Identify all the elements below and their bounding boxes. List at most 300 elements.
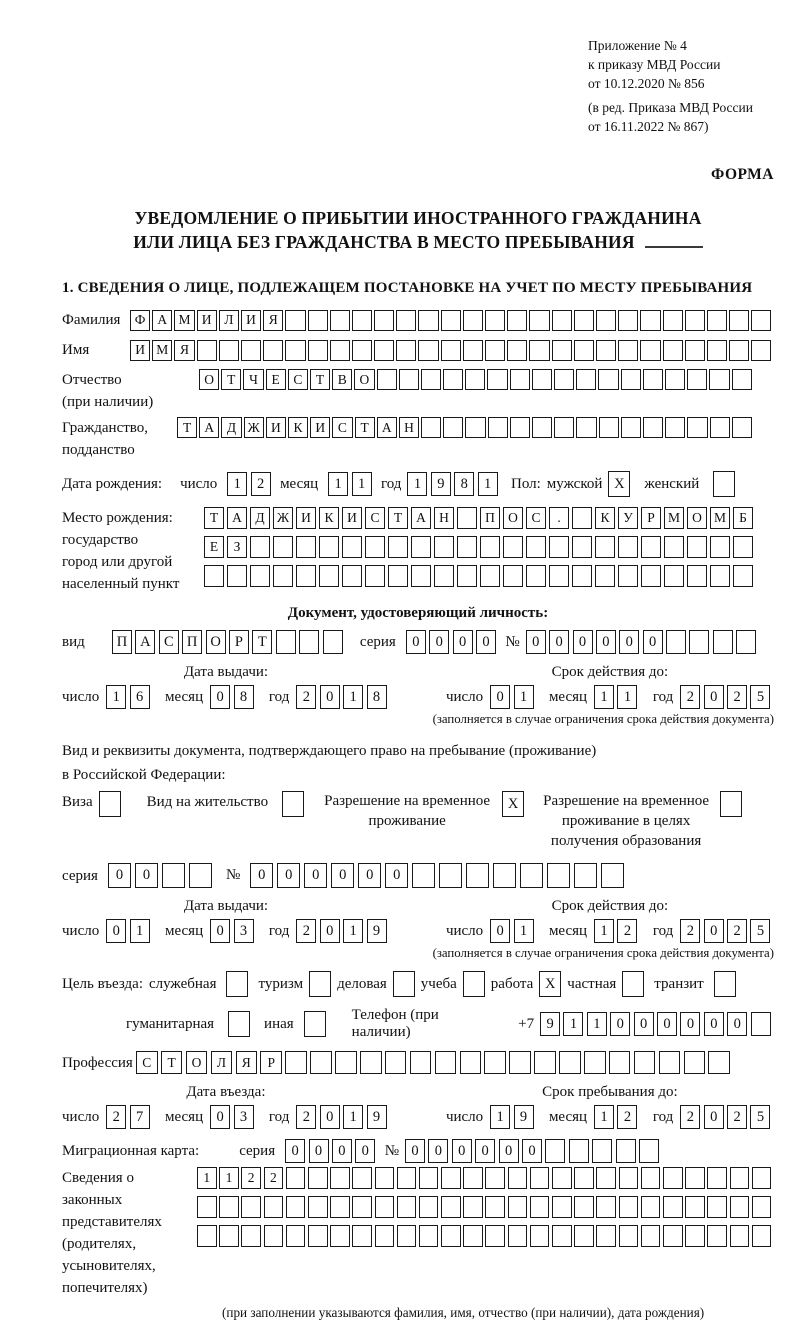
char-cell[interactable]: 9 (367, 919, 387, 943)
char-cell[interactable]: 1 (490, 1105, 510, 1129)
char-cell[interactable]: 0 (285, 1139, 305, 1163)
char-cell[interactable]: 0 (428, 1139, 448, 1163)
firstname-cells[interactable] (130, 340, 773, 361)
char-cell[interactable] (308, 310, 328, 331)
char-cell[interactable] (227, 565, 247, 587)
char-cell[interactable] (488, 417, 508, 438)
char-cell[interactable] (618, 340, 638, 361)
char-cell[interactable] (507, 310, 527, 331)
char-cell[interactable] (323, 630, 343, 654)
char-cell[interactable]: 0 (704, 919, 724, 943)
char-cell[interactable] (549, 536, 569, 558)
char-cell[interactable]: К (288, 417, 308, 438)
char-cell[interactable]: Н (434, 507, 454, 529)
char-cell[interactable] (276, 630, 296, 654)
char-cell[interactable] (396, 340, 416, 361)
char-cell[interactable] (388, 565, 408, 587)
char-cell[interactable]: 0 (250, 863, 273, 888)
char-cell[interactable] (399, 369, 419, 390)
char-cell[interactable] (687, 417, 707, 438)
char-cell[interactable] (574, 863, 597, 888)
char-cell[interactable]: И (197, 310, 217, 331)
char-cell[interactable] (375, 1167, 395, 1189)
char-cell[interactable] (319, 565, 339, 587)
char-cell[interactable]: Е (204, 536, 224, 558)
doc-kind-cells[interactable] (112, 630, 346, 654)
char-cell[interactable]: А (135, 630, 155, 654)
char-cell[interactable] (707, 1196, 727, 1218)
char-cell[interactable] (751, 310, 771, 331)
purpose-private-checkbox[interactable] (622, 971, 644, 997)
char-cell[interactable] (503, 565, 523, 587)
char-cell[interactable] (733, 565, 753, 587)
char-cell[interactable]: М (174, 310, 194, 331)
char-cell[interactable]: 0 (331, 863, 354, 888)
char-cell[interactable] (707, 1225, 727, 1247)
char-cell[interactable]: П (182, 630, 202, 654)
mc-series-cells[interactable] (285, 1139, 379, 1163)
char-cell[interactable]: 0 (704, 1012, 724, 1036)
char-cell[interactable] (484, 1051, 506, 1074)
char-cell[interactable] (552, 1225, 572, 1247)
char-cell[interactable] (250, 536, 270, 558)
char-cell[interactable]: 3 (234, 919, 254, 943)
char-cell[interactable] (330, 1196, 350, 1218)
char-cell[interactable] (641, 1196, 661, 1218)
char-cell[interactable]: 8 (367, 685, 387, 709)
char-cell[interactable]: О (354, 369, 374, 390)
char-cell[interactable] (419, 1196, 439, 1218)
representatives-cells-row3[interactable] (197, 1225, 774, 1247)
representatives-cells-row1[interactable] (197, 1167, 774, 1189)
char-cell[interactable]: Я (236, 1051, 258, 1074)
char-cell[interactable] (710, 417, 730, 438)
char-cell[interactable] (466, 863, 489, 888)
char-cell[interactable] (751, 340, 771, 361)
char-cell[interactable] (552, 1167, 572, 1189)
char-cell[interactable] (219, 1225, 239, 1247)
char-cell[interactable] (641, 1225, 661, 1247)
char-cell[interactable]: С (365, 507, 385, 529)
char-cell[interactable]: 1 (514, 919, 534, 943)
char-cell[interactable]: З (227, 536, 247, 558)
char-cell[interactable] (663, 310, 683, 331)
char-cell[interactable] (264, 1196, 284, 1218)
char-cell[interactable]: Р (229, 630, 249, 654)
char-cell[interactable] (549, 565, 569, 587)
char-cell[interactable] (296, 536, 316, 558)
char-cell[interactable]: 0 (332, 1139, 352, 1163)
char-cell[interactable]: С (332, 417, 352, 438)
char-cell[interactable] (463, 1196, 483, 1218)
char-cell[interactable]: 0 (453, 630, 473, 654)
char-cell[interactable] (609, 1051, 631, 1074)
birthplace-cells-row2[interactable] (204, 536, 756, 558)
char-cell[interactable] (736, 630, 756, 654)
char-cell[interactable] (618, 565, 638, 587)
char-cell[interactable] (545, 1139, 565, 1163)
char-cell[interactable]: 0 (490, 685, 510, 709)
temp-residence-checkbox[interactable] (502, 791, 524, 817)
char-cell[interactable]: 3 (234, 1105, 254, 1129)
char-cell[interactable] (308, 1225, 328, 1247)
char-cell[interactable] (388, 536, 408, 558)
char-cell[interactable] (634, 1051, 656, 1074)
char-cell[interactable]: Я (174, 340, 194, 361)
char-cell[interactable] (710, 565, 730, 587)
char-cell[interactable]: 0 (429, 630, 449, 654)
char-cell[interactable] (665, 369, 685, 390)
char-cell[interactable] (643, 417, 663, 438)
char-cell[interactable] (730, 1196, 750, 1218)
char-cell[interactable] (342, 536, 362, 558)
char-cell[interactable]: О (206, 630, 226, 654)
doc-series-cells[interactable] (406, 630, 500, 654)
citizenship-cells[interactable] (177, 417, 754, 438)
char-cell[interactable] (352, 1225, 372, 1247)
char-cell[interactable] (396, 310, 416, 331)
char-cell[interactable]: Т (177, 417, 197, 438)
char-cell[interactable]: 0 (385, 863, 408, 888)
char-cell[interactable] (574, 1167, 594, 1189)
char-cell[interactable] (308, 1196, 328, 1218)
entry-day-cells[interactable] (106, 1105, 153, 1129)
char-cell[interactable] (663, 1167, 683, 1189)
char-cell[interactable] (596, 340, 616, 361)
residence-valid-month-cells[interactable] (594, 919, 641, 943)
char-cell[interactable] (352, 1196, 372, 1218)
char-cell[interactable] (273, 536, 293, 558)
char-cell[interactable] (335, 1051, 357, 1074)
char-cell[interactable] (665, 417, 685, 438)
char-cell[interactable]: К (595, 507, 615, 529)
char-cell[interactable]: Р (260, 1051, 282, 1074)
char-cell[interactable] (397, 1196, 417, 1218)
char-cell[interactable]: Т (355, 417, 375, 438)
char-cell[interactable]: Ж (244, 417, 264, 438)
char-cell[interactable] (640, 340, 660, 361)
char-cell[interactable] (709, 369, 729, 390)
char-cell[interactable] (463, 340, 483, 361)
char-cell[interactable] (618, 310, 638, 331)
char-cell[interactable]: П (112, 630, 132, 654)
char-cell[interactable] (463, 1225, 483, 1247)
char-cell[interactable]: Е (266, 369, 286, 390)
char-cell[interactable] (463, 1167, 483, 1189)
purpose-work-checkbox[interactable] (539, 971, 561, 997)
char-cell[interactable] (285, 1051, 307, 1074)
char-cell[interactable] (752, 1196, 772, 1218)
char-cell[interactable]: 0 (210, 1105, 230, 1129)
char-cell[interactable] (619, 1167, 639, 1189)
char-cell[interactable]: М (710, 507, 730, 529)
char-cell[interactable] (707, 340, 727, 361)
residence-valid-year-cells[interactable] (680, 919, 774, 943)
char-cell[interactable]: 9 (540, 1012, 560, 1036)
char-cell[interactable] (684, 1051, 706, 1074)
char-cell[interactable] (592, 1139, 612, 1163)
char-cell[interactable] (397, 1167, 417, 1189)
char-cell[interactable]: Ж (273, 507, 293, 529)
char-cell[interactable] (751, 1012, 771, 1036)
char-cell[interactable] (532, 417, 552, 438)
char-cell[interactable]: И (266, 417, 286, 438)
doc-issue-month-cells[interactable] (210, 685, 257, 709)
residence-valid-day-cells[interactable] (490, 919, 537, 943)
char-cell[interactable] (241, 1196, 261, 1218)
char-cell[interactable] (619, 1196, 639, 1218)
char-cell[interactable]: 2 (680, 685, 700, 709)
char-cell[interactable]: И (296, 507, 316, 529)
char-cell[interactable]: С (159, 630, 179, 654)
char-cell[interactable] (708, 1051, 730, 1074)
char-cell[interactable] (530, 1196, 550, 1218)
char-cell[interactable] (569, 1139, 589, 1163)
char-cell[interactable]: 8 (454, 472, 474, 496)
char-cell[interactable] (574, 310, 594, 331)
char-cell[interactable] (352, 1167, 372, 1189)
char-cell[interactable] (713, 471, 735, 497)
char-cell[interactable] (552, 310, 572, 331)
char-cell[interactable]: 1 (478, 472, 498, 496)
char-cell[interactable] (460, 1051, 482, 1074)
char-cell[interactable]: 0 (405, 1139, 425, 1163)
char-cell[interactable] (507, 340, 527, 361)
char-cell[interactable] (410, 1051, 432, 1074)
char-cell[interactable]: 0 (210, 919, 230, 943)
char-cell[interactable]: 2 (264, 1167, 284, 1189)
char-cell[interactable] (421, 369, 441, 390)
birthdate-month-cells[interactable] (328, 472, 375, 496)
char-cell[interactable] (219, 1196, 239, 1218)
char-cell[interactable]: 0 (727, 1012, 747, 1036)
char-cell[interactable] (434, 565, 454, 587)
char-cell[interactable] (574, 1196, 594, 1218)
char-cell[interactable] (621, 369, 641, 390)
char-cell[interactable] (599, 417, 619, 438)
char-cell[interactable] (493, 863, 516, 888)
char-cell[interactable] (421, 417, 441, 438)
char-cell[interactable]: 1 (227, 472, 247, 496)
char-cell[interactable] (330, 1225, 350, 1247)
char-cell[interactable]: Т (161, 1051, 183, 1074)
char-cell[interactable] (729, 340, 749, 361)
doc-valid-month-cells[interactable] (594, 685, 641, 709)
char-cell[interactable]: 0 (106, 919, 126, 943)
char-cell[interactable] (308, 1167, 328, 1189)
char-cell[interactable]: 2 (251, 472, 271, 496)
char-cell[interactable]: . (549, 507, 569, 529)
char-cell[interactable] (572, 565, 592, 587)
char-cell[interactable] (457, 536, 477, 558)
char-cell[interactable] (286, 1225, 306, 1247)
char-cell[interactable]: О (199, 369, 219, 390)
char-cell[interactable]: А (227, 507, 247, 529)
char-cell[interactable]: А (377, 417, 397, 438)
char-cell[interactable] (308, 340, 328, 361)
char-cell[interactable]: 2 (727, 919, 747, 943)
char-cell[interactable]: 0 (304, 863, 327, 888)
char-cell[interactable] (732, 369, 752, 390)
char-cell[interactable]: Т (221, 369, 241, 390)
purpose-tourism-checkbox[interactable] (309, 971, 331, 997)
birthplace-cells-row3[interactable] (204, 565, 756, 587)
char-cell[interactable] (419, 1225, 439, 1247)
char-cell[interactable] (534, 1051, 556, 1074)
char-cell[interactable] (463, 971, 485, 997)
char-cell[interactable]: 2 (296, 1105, 316, 1129)
char-cell[interactable] (596, 1196, 616, 1218)
char-cell[interactable]: И (130, 340, 150, 361)
char-cell[interactable] (375, 1225, 395, 1247)
char-cell[interactable] (713, 630, 733, 654)
char-cell[interactable] (309, 971, 331, 997)
char-cell[interactable] (365, 565, 385, 587)
char-cell[interactable] (641, 536, 661, 558)
char-cell[interactable] (663, 1225, 683, 1247)
residence-issue-year-cells[interactable] (296, 919, 390, 943)
char-cell[interactable] (352, 340, 372, 361)
char-cell[interactable] (189, 863, 212, 888)
char-cell[interactable]: 0 (320, 1105, 340, 1129)
char-cell[interactable] (552, 340, 572, 361)
char-cell[interactable]: 1 (587, 1012, 607, 1036)
char-cell[interactable] (685, 340, 705, 361)
char-cell[interactable] (441, 1225, 461, 1247)
char-cell[interactable] (530, 1167, 550, 1189)
char-cell[interactable]: 1 (197, 1167, 217, 1189)
char-cell[interactable]: А (199, 417, 219, 438)
char-cell[interactable] (418, 310, 438, 331)
char-cell[interactable] (714, 971, 736, 997)
char-cell[interactable]: С (288, 369, 308, 390)
char-cell[interactable] (385, 1051, 407, 1074)
char-cell[interactable] (572, 507, 592, 529)
char-cell[interactable]: 2 (296, 919, 316, 943)
char-cell[interactable] (204, 565, 224, 587)
char-cell[interactable] (485, 340, 505, 361)
stay-day-cells[interactable] (490, 1105, 537, 1129)
doc-valid-day-cells[interactable] (490, 685, 537, 709)
char-cell[interactable]: Л (219, 310, 239, 331)
char-cell[interactable]: Д (250, 507, 270, 529)
char-cell[interactable] (162, 863, 185, 888)
residence-permit-checkbox[interactable] (282, 791, 304, 817)
char-cell[interactable] (687, 536, 707, 558)
char-cell[interactable] (310, 1051, 332, 1074)
char-cell[interactable]: 2 (241, 1167, 261, 1189)
char-cell[interactable]: И (342, 507, 362, 529)
char-cell[interactable]: 1 (514, 685, 534, 709)
residence-issue-day-cells[interactable] (106, 919, 153, 943)
birthdate-year-cells[interactable] (407, 472, 501, 496)
char-cell[interactable] (299, 630, 319, 654)
char-cell[interactable] (508, 1167, 528, 1189)
char-cell[interactable]: X (539, 971, 561, 997)
char-cell[interactable]: 0 (452, 1139, 472, 1163)
char-cell[interactable] (596, 310, 616, 331)
char-cell[interactable]: О (186, 1051, 208, 1074)
char-cell[interactable]: 1 (594, 919, 614, 943)
birthplace-cells-row1[interactable] (204, 507, 756, 529)
char-cell[interactable]: 5 (750, 919, 770, 943)
char-cell[interactable] (443, 369, 463, 390)
char-cell[interactable] (330, 310, 350, 331)
char-cell[interactable]: 6 (130, 685, 150, 709)
char-cell[interactable]: 0 (596, 630, 616, 654)
char-cell[interactable] (707, 310, 727, 331)
char-cell[interactable]: 9 (431, 472, 451, 496)
char-cell[interactable]: 1 (594, 1105, 614, 1129)
char-cell[interactable]: 2 (680, 919, 700, 943)
char-cell[interactable]: И (310, 417, 330, 438)
char-cell[interactable]: 0 (549, 630, 569, 654)
char-cell[interactable]: М (152, 340, 172, 361)
char-cell[interactable]: 1 (563, 1012, 583, 1036)
char-cell[interactable] (374, 340, 394, 361)
char-cell[interactable]: 0 (657, 1012, 677, 1036)
char-cell[interactable] (584, 1051, 606, 1074)
char-cell[interactable] (572, 536, 592, 558)
char-cell[interactable] (720, 791, 742, 817)
char-cell[interactable] (641, 1167, 661, 1189)
char-cell[interactable] (730, 1167, 750, 1189)
char-cell[interactable]: 2 (617, 919, 637, 943)
char-cell[interactable]: 0 (358, 863, 381, 888)
char-cell[interactable] (595, 536, 615, 558)
char-cell[interactable] (285, 310, 305, 331)
char-cell[interactable]: 0 (309, 1139, 329, 1163)
char-cell[interactable] (752, 1225, 772, 1247)
purpose-business-checkbox[interactable] (393, 971, 415, 997)
char-cell[interactable]: 1 (407, 472, 427, 496)
char-cell[interactable]: О (687, 507, 707, 529)
gender-female-checkbox[interactable] (713, 471, 735, 497)
purpose-official-checkbox[interactable] (226, 971, 248, 997)
char-cell[interactable] (730, 1225, 750, 1247)
char-cell[interactable] (547, 863, 570, 888)
char-cell[interactable] (576, 369, 596, 390)
char-cell[interactable] (663, 1196, 683, 1218)
char-cell[interactable] (529, 310, 549, 331)
char-cell[interactable] (465, 417, 485, 438)
char-cell[interactable] (689, 630, 709, 654)
char-cell[interactable]: С (136, 1051, 158, 1074)
char-cell[interactable]: 0 (704, 1105, 724, 1129)
char-cell[interactable]: А (152, 310, 172, 331)
char-cell[interactable] (286, 1196, 306, 1218)
char-cell[interactable] (510, 369, 530, 390)
char-cell[interactable] (576, 417, 596, 438)
char-cell[interactable]: 0 (475, 1139, 495, 1163)
char-cell[interactable] (241, 340, 261, 361)
char-cell[interactable]: Д (221, 417, 241, 438)
char-cell[interactable] (622, 971, 644, 997)
char-cell[interactable] (282, 791, 304, 817)
char-cell[interactable] (286, 1167, 306, 1189)
char-cell[interactable] (228, 1011, 250, 1037)
char-cell[interactable] (377, 369, 397, 390)
char-cell[interactable]: Б (733, 507, 753, 529)
char-cell[interactable] (685, 1225, 705, 1247)
char-cell[interactable] (554, 369, 574, 390)
residence-number-cells[interactable] (250, 863, 628, 888)
entry-year-cells[interactable] (296, 1105, 390, 1129)
char-cell[interactable] (197, 340, 217, 361)
char-cell[interactable]: 0 (610, 1012, 630, 1036)
char-cell[interactable]: 5 (750, 1105, 770, 1129)
char-cell[interactable]: У (618, 507, 638, 529)
